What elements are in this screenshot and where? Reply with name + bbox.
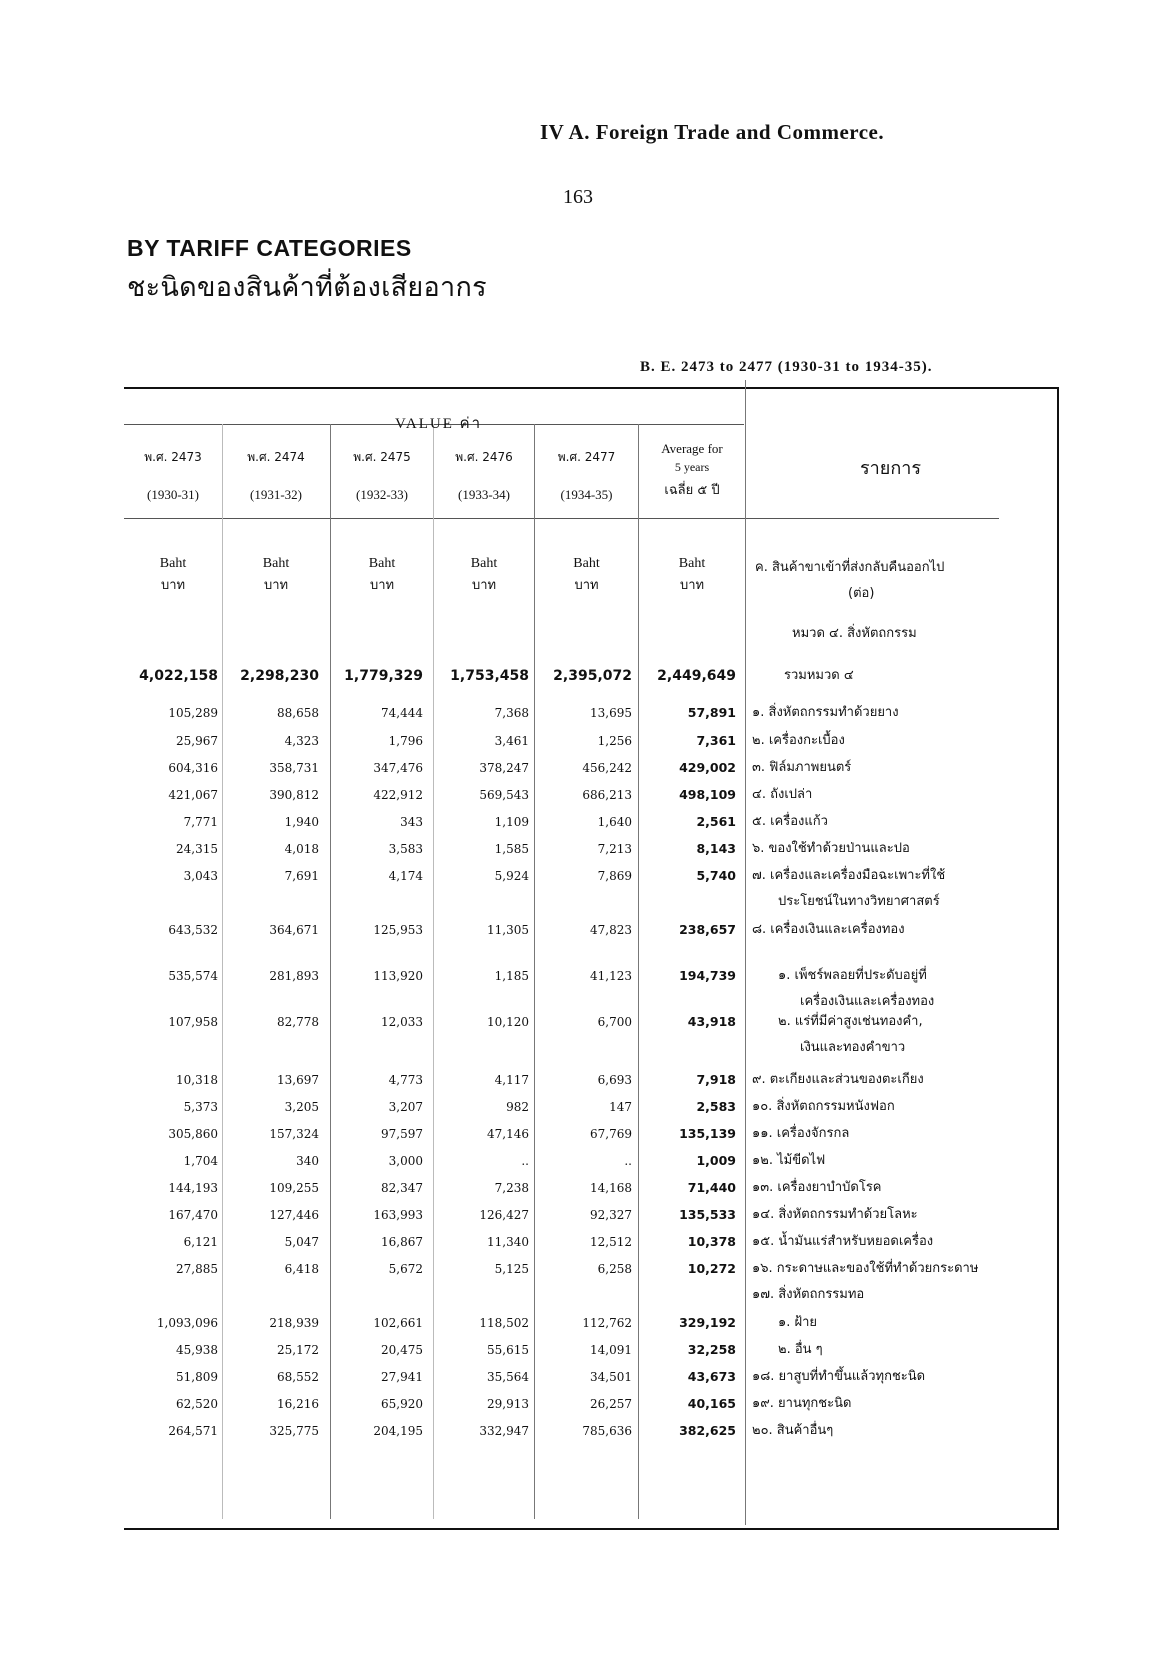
table-cell: 264,571 [168,1424,218,1438]
average-cell: 10,272 [687,1261,736,1276]
table-cell: 1,256 [597,734,632,748]
column-year-thai: พ.ศ. 2474 [247,450,305,464]
table-cell: 45,938 [176,1343,218,1357]
table-cell: 6,700 [597,1015,632,1029]
table-cell: 4,174 [388,869,423,883]
table-cell: .. [624,1154,632,1168]
table-cell: 421,067 [168,788,218,802]
table-cell: 569,543 [479,788,529,802]
row-description: ๑๑. เครื่องจักรกล [752,1126,850,1141]
table-cell: 10,318 [176,1073,218,1087]
table-row [124,1421,1059,1441]
table-cell: 364,671 [269,923,319,937]
table-row [124,839,1059,859]
table-cell: 1,093,096 [156,1316,218,1330]
table-cell: 12,512 [590,1235,632,1249]
table-cell: 34,501 [590,1370,632,1384]
unit-th: บาท [679,578,705,593]
column-header [538,448,635,504]
column-year-en: (1932-33) [356,487,408,502]
table-cell: 343 [400,815,423,829]
column-header [334,448,430,504]
column-header [128,448,218,504]
column-year-thai: พ.ศ. 2473 [144,450,202,464]
unit-header [538,553,635,597]
table-cell: 7,869 [597,869,632,883]
total-value: 1,753,458 [450,668,529,684]
table-cell: 13,697 [277,1073,319,1087]
total-value: 1,779,329 [344,668,423,684]
average-cell: 7,918 [696,1072,736,1087]
table-cell: 126,427 [479,1208,529,1222]
row-description: ๙. ตะเกียงและส่วนของตะเกียง [752,1072,924,1087]
table-cell: 16,867 [381,1235,423,1249]
average-cell: 135,139 [679,1126,736,1141]
period-label: B. E. 2473 to 2477 (1930-31 to 1934-35). [640,359,933,375]
table-cell: 16,216 [277,1397,319,1411]
average-cell: 10,378 [687,1234,736,1249]
table-cell: 378,247 [479,761,529,775]
table-cell: 127,446 [269,1208,319,1222]
table-cell: 686,213 [582,788,632,802]
average-header-thai: เฉลี่ย ๕ ปี [664,483,720,498]
total-value: 4,022,158 [139,668,218,684]
average-header-line1: Average for [661,441,723,456]
column-year-thai: พ.ศ. 2477 [557,450,616,464]
table-cell: 6,418 [284,1262,319,1276]
header-rule [124,518,999,519]
table-row [124,703,1059,723]
table-cell: 102,661 [373,1316,423,1330]
table-cell: 5,047 [284,1235,319,1249]
average-cell: 32,258 [687,1342,736,1357]
table-cell: 4,323 [284,734,319,748]
average-cell: 2,583 [696,1099,736,1114]
unit-header [334,553,430,597]
table-row [124,1367,1059,1387]
row-description: ๖. ของใช้ทำด้วยป่านและปอ [752,841,910,856]
table-cell: 7,368 [494,706,529,720]
table-row [124,1070,1059,1090]
unit-en: Baht [159,556,187,571]
table-row [124,1124,1059,1144]
table-cell: 144,193 [168,1181,218,1195]
row-description: ๑๐. สิ่งหัตถกรรมหนังฟอก [752,1099,895,1114]
table-cell: 125,953 [373,923,423,937]
table-cell: 82,778 [277,1015,319,1029]
column-header [437,448,531,504]
table-row [124,1313,1059,1333]
table-cell: 11,340 [487,1235,529,1249]
title-thai: ชะนิดของสินค้าที่ต้องเสียอากร [127,272,487,303]
table-cell: 41,123 [590,969,632,983]
table-cell: 1,640 [597,815,632,829]
table-cell: 5,373 [183,1100,218,1114]
table-cell: 3,000 [388,1154,423,1168]
average-cell: 1,009 [696,1153,736,1168]
column-year-en: (1930-31) [147,487,199,502]
table-cell: 68,552 [277,1370,319,1384]
table-cell: 97,597 [381,1127,423,1141]
table-cell: 340 [296,1154,319,1168]
row-description-cont: เงินและทองคำขาว [800,1040,906,1055]
table-cell: 51,809 [176,1370,218,1384]
table-cell: 332,947 [479,1424,529,1438]
table-row [124,966,1059,1009]
table-cell: 3,043 [183,869,218,883]
table-row [124,785,1059,805]
table-cell: .. [521,1154,529,1168]
table-cell: 109,255 [269,1181,319,1195]
table-cell: 11,305 [487,923,529,937]
row-description: ๑๓. เครื่องยาบำบัดโรค [752,1180,882,1195]
table-cell: 47,146 [487,1127,529,1141]
table-row [124,812,1059,832]
table-row [124,920,1059,940]
table-cell: 25,967 [176,734,218,748]
row-description: ๑๕. น้ำมันแร่สำหรับหยอดเครื่อง [752,1234,934,1249]
table-cell: 1,185 [494,969,529,983]
table-cell: 27,885 [176,1262,218,1276]
table-cell: 10,120 [487,1015,529,1029]
row-description: ๗. เครื่องและเครื่องมือฉะเพาะที่ใช้ [752,868,946,883]
table-row [124,1178,1059,1198]
column-year-en: (1931-32) [250,487,302,502]
table-cell: 982 [506,1100,529,1114]
average-cell: 2,561 [696,814,736,829]
table-cell: 281,893 [269,969,319,983]
table-cell: 26,257 [590,1397,632,1411]
row-description: ๕. เครื่องแก้ว [752,814,828,829]
average-cell: 498,109 [679,787,736,802]
row-description: ๑๘. ยาสูบที่ทำขึ้นแล้วทุกชะนิด [752,1369,926,1384]
total-average: 2,449,649 [657,668,736,684]
table-cell: 24,315 [176,842,218,856]
average-cell: 43,673 [687,1369,736,1384]
table-cell: 4,018 [284,842,319,856]
unit-header [128,553,218,597]
table-cell: 1,585 [494,842,529,856]
total-value: 2,395,072 [553,668,632,684]
unit-en: Baht [573,556,600,571]
row-description: ๑๔. สิ่งหัตถกรรมทำด้วยโลหะ [752,1207,918,1222]
row-description: ๓. ฟิล์มภาพยนตร์ [752,760,852,775]
table-cell: 74,444 [381,706,423,720]
average-cell: 135,533 [679,1207,736,1222]
average-cell: 8,143 [696,841,736,856]
average-cell: 57,891 [687,705,736,720]
table-cell: 456,242 [582,761,632,775]
table-cell: 65,920 [381,1397,423,1411]
column-year-en: (1934-35) [560,487,613,502]
table-cell: 167,470 [168,1208,218,1222]
row-description: ๘. เครื่องเงินและเครื่องทอง [752,922,905,937]
table-cell: 20,475 [381,1343,423,1357]
table-cell: 163,993 [373,1208,423,1222]
unit-th: บาท [369,578,395,593]
row-description: ๑๒. ไม้ขีดไฟ [752,1153,826,1168]
table-cell: 347,476 [373,761,423,775]
table-cell: 4,773 [388,1073,423,1087]
table-cell: 1,704 [183,1154,218,1168]
table-cell: 422,912 [373,788,423,802]
row-description-cont: ประโยชน์ในทางวิทยาศาสตร์ [778,894,940,909]
table-row [124,1340,1059,1360]
table-cell: 325,775 [269,1424,319,1438]
row-description: ๑. เพ็ชร์พลอยที่ประดับอยู่ที่ [778,968,927,983]
table-cell: 535,574 [168,969,218,983]
table-cell: 157,324 [269,1127,319,1141]
average-cell: 7,361 [696,733,736,748]
table-cell: 14,091 [590,1343,632,1357]
average-cell: 40,165 [687,1396,736,1411]
table-row [124,731,1059,751]
table-cell: 27,941 [381,1370,423,1384]
table-cell: 5,924 [494,869,529,883]
table-cell: 5,125 [494,1262,529,1276]
average-cell: 429,002 [679,760,736,775]
row-description: ๒. แร่ที่มีค่าสูงเช่นทองคำ, [778,1014,923,1029]
table-cell: 62,520 [176,1397,218,1411]
table-cell: 3,207 [388,1100,423,1114]
table-cell: 82,347 [381,1181,423,1195]
table-cell: 14,168 [590,1181,632,1195]
table-cell: 107,958 [168,1015,218,1029]
group-description: หมวด ๔. สิ่งหัตถกรรม [792,626,917,641]
table-cell: 204,195 [373,1424,423,1438]
average-cell: 329,192 [679,1315,736,1330]
average-cell: 238,657 [679,922,736,937]
section-heading: IV A. Foreign Trade and Commerce. [540,120,885,144]
unit-th: บาท [574,578,599,593]
average-cell: 382,625 [679,1423,736,1438]
table-cell: 1,109 [494,815,529,829]
title-english: BY TARIFF CATEGORIES [127,235,412,261]
table-cell: 55,615 [487,1343,529,1357]
column-year-thai: พ.ศ. 2475 [353,450,411,464]
unit-en: Baht [368,556,396,571]
unit-header [437,553,531,597]
row-description: ๒. อื่น ๆ [778,1342,823,1357]
column-year-en: (1933-34) [458,487,510,502]
unit-th: บาท [160,578,186,593]
table-row [124,1259,1059,1302]
row-description: ๑๙. ยานทุกชะนิด [752,1396,852,1411]
row-description-cont: ๑๗. สิ่งหัตถกรรมทอ [752,1287,865,1302]
column-year-thai: พ.ศ. 2476 [455,450,513,464]
table-cell: 643,532 [168,923,218,937]
average-column-header [641,440,743,500]
table-cell: 6,693 [597,1073,632,1087]
table-row [124,1012,1059,1055]
table-cell: 7,691 [284,869,319,883]
table-cell: 67,769 [590,1127,632,1141]
table-cell: 29,913 [487,1397,529,1411]
table-cell: 147 [609,1100,632,1114]
row-description: ๑๖. กระดาษและของใช้ที่ทำด้วยกระดาษ [752,1261,979,1276]
table-row [124,1205,1059,1225]
table-cell: 113,920 [373,969,423,983]
table-cell: 218,939 [269,1316,319,1330]
table-cell: 7,213 [597,842,632,856]
table-cell: 785,636 [582,1424,632,1438]
table-cell: 5,672 [388,1262,423,1276]
table-row [124,1394,1059,1414]
table-cell: 305,860 [168,1127,218,1141]
unit-th: บาท [471,578,497,593]
table-cell: 25,172 [277,1343,319,1357]
table-cell: 4,117 [494,1073,529,1087]
column-header [227,448,325,504]
row-description-cont: เครื่องเงินและเครื่องทอง [800,994,935,1009]
unit-en: Baht [470,556,498,571]
table-cell: 7,238 [494,1181,529,1195]
table-cell: 1,796 [388,734,423,748]
table-cell: 92,327 [590,1208,632,1222]
average-header-line2: 5 years [674,460,710,474]
table-row [124,1232,1059,1252]
table-cell: 12,033 [381,1015,423,1029]
table-cell: 112,762 [582,1316,632,1330]
average-cell: 5,740 [696,868,736,883]
average-cell: 43,918 [687,1014,736,1029]
row-description: ๒๐. สินค้าอื่นๆ [752,1423,834,1438]
table-cell: 3,583 [388,842,423,856]
table-cell: 105,289 [168,706,218,720]
row-description: ๑. ฝ้าย [778,1315,818,1330]
table-cell: 3,461 [494,734,529,748]
total-value: 2,298,230 [240,668,319,684]
table-cell: 47,823 [590,923,632,937]
table-cell: 88,658 [277,706,319,720]
table-cell: 6,121 [183,1235,218,1249]
table-cell: 3,205 [284,1100,319,1114]
table-cell: 35,564 [487,1370,529,1384]
table-row [124,866,1059,909]
page-number: 163 [563,186,593,208]
total-description: รวมหมวด ๔ [784,668,854,683]
table-cell: 1,940 [284,815,319,829]
average-cell: 194,739 [679,968,736,983]
section-description-cont: (ต่อ) [848,586,875,601]
row-description: ๔. ถังเปล่า [752,787,813,802]
description-column-header: รายการ [860,458,921,479]
table-cell: 390,812 [269,788,319,802]
table-row [124,1097,1059,1117]
table-cell: 118,502 [479,1316,529,1330]
row-description: ๒. เครื่องกะเบื้อง [752,733,845,748]
row-description: ๑. สิ่งหัตถกรรมทำด้วยยาง [752,705,899,720]
table-cell: 604,316 [168,761,218,775]
table-row [124,758,1059,778]
table-cell: 13,695 [590,706,632,720]
value-header: VALUE ค่า [395,416,483,432]
table-cell: 358,731 [269,761,319,775]
total-row [124,666,1059,686]
unit-en: Baht [262,556,290,571]
unit-header [227,553,325,597]
table-cell: 7,771 [183,815,218,829]
section-description: ค. สินค้าขาเข้าที่ส่งกลับคืนออกไป [755,560,945,575]
unit-header [641,553,743,597]
average-cell: 71,440 [687,1180,736,1195]
table-row [124,1151,1059,1171]
unit-en: Baht [678,556,706,571]
unit-th: บาท [263,578,289,593]
table-cell: 6,258 [597,1262,632,1276]
